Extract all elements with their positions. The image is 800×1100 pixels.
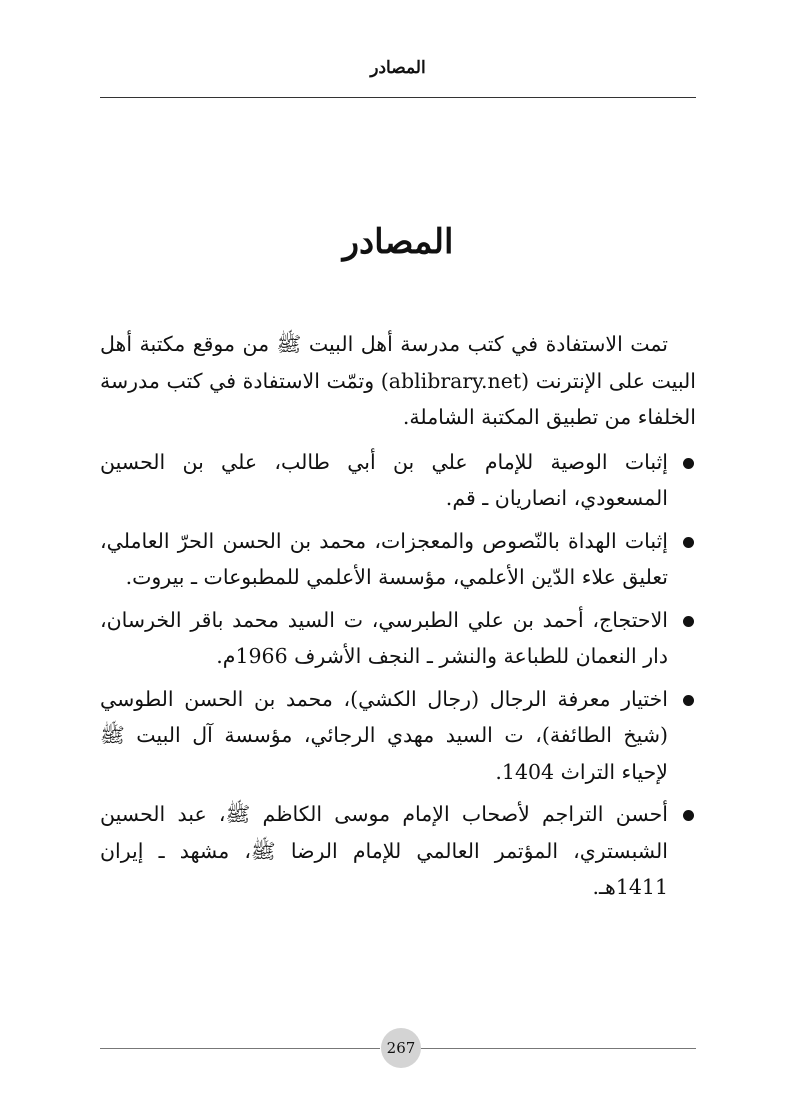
- intro-paragraph: تمت الاستفادة في كتب مدرسة أهل البيت ﷺ من موقع مكتبة أهل البيت على الإنترنت (ablibrary.net) وتمّت الاستفادة في كتب مدرسة الخلفاء من تطبيق المكتبة الشاملة.: [100, 332, 696, 429]
- bullet-icon: [683, 695, 694, 706]
- source-item: [100, 681, 696, 791]
- source-item: [100, 523, 696, 596]
- source-item: [100, 796, 696, 906]
- header-rule: [100, 97, 696, 98]
- bullet-icon: [683, 458, 694, 469]
- bullet-icon: [683, 810, 694, 821]
- source-item: [100, 602, 696, 675]
- source-text: إثبات الوصية للإمام علي بن أبي طالب، علي بن الحسين المسعودي، انصاريان ـ قم.: [100, 449, 668, 510]
- footer-rule-right: [420, 1048, 696, 1049]
- running-header: المصادر: [370, 58, 426, 78]
- sources-list: [100, 444, 696, 906]
- page-number-badge: 267: [381, 1028, 421, 1068]
- source-text: الاحتجاج، أحمد بن علي الطبرسي، ت السيد محمد باقر الخرسان، دار النعمان للطباعة والنشر ـ النجف الأشرف 1966م.: [100, 607, 668, 668]
- page-body: [100, 326, 696, 912]
- bullet-icon: [683, 537, 694, 548]
- source-text: أحسن التراجم لأصحاب الإمام موسى الكاظم ﷺ، عبد الحسين الشبستري، المؤتمر العالمي للإمام الرضا ﷺ، مشهد ـ إيران 1411هـ.: [100, 802, 668, 899]
- page-title: المصادر: [342, 222, 454, 262]
- source-text: اختيار معرفة الرجال (رجال الكشي)، محمد بن الحسن الطوسي (شيخ الطائفة)، ت السيد مهدي الرجائي، مؤسسة آل البيت ﷺ لإحياء التراث 1404.: [100, 686, 668, 784]
- bullet-icon: [683, 616, 694, 627]
- source-item: [100, 444, 696, 517]
- footer-rule-left: [100, 1048, 380, 1049]
- source-text: إثبات الهداة بالنّصوص والمعجزات، محمد بن الحسن الحرّ العاملي، تعليق علاء الدّين الأعلمي، مؤسسة الأعلمي للمطبوعات ـ بيروت.: [100, 528, 668, 589]
